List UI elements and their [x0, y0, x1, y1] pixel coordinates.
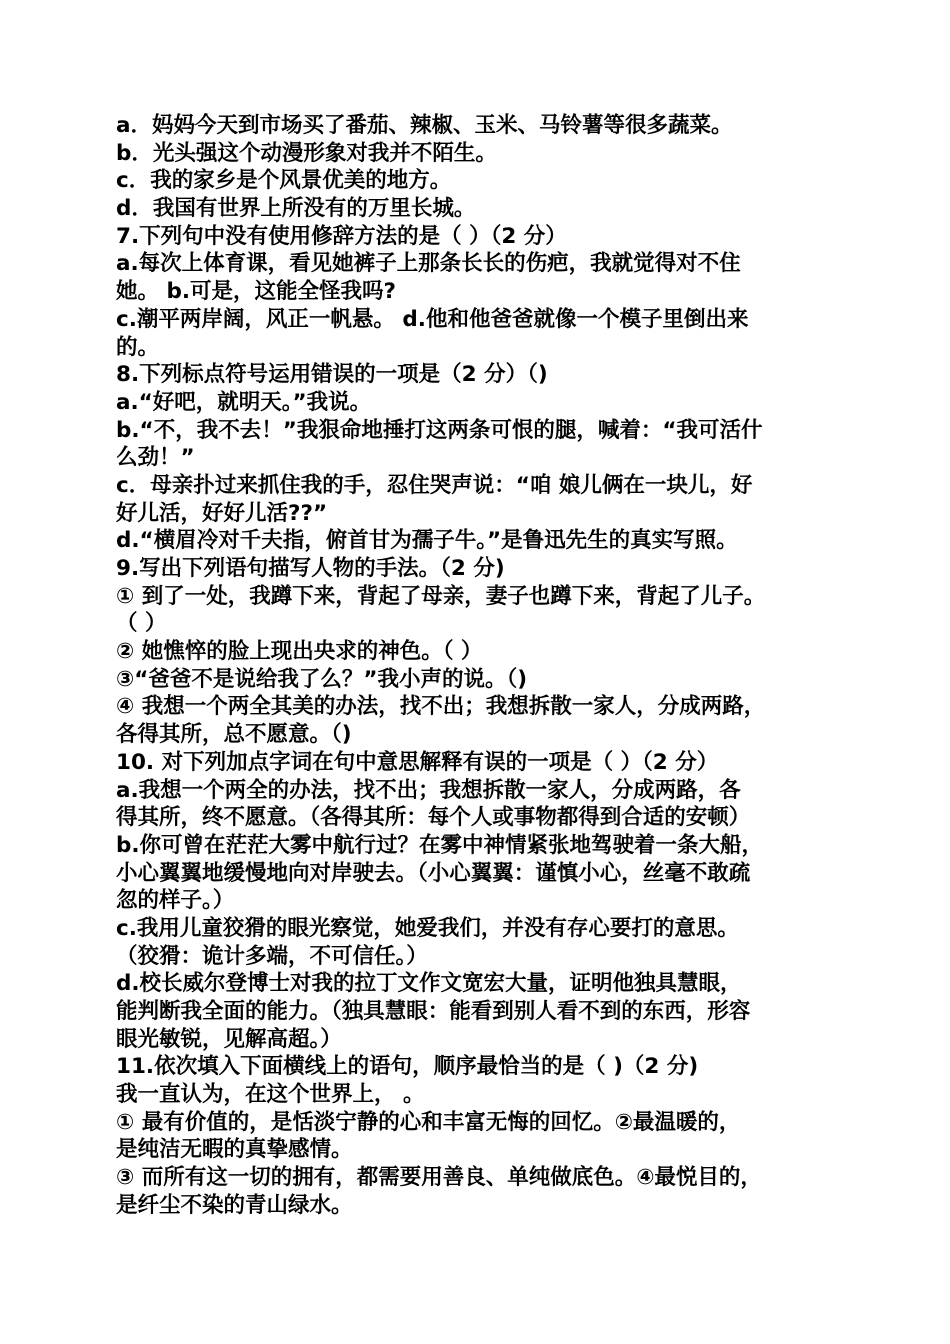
- question-10-option-b-line-3: 忽的样子。）: [116, 888, 235, 914]
- question-7-option-a-line-2: 她。 b.可是，这能全怪我吗?: [116, 279, 397, 305]
- question-9-item-3-line: ③“爸爸不是说给我了么？”我小声的说。（): [116, 666, 528, 692]
- question-10-option-b-line-1: b.你可曾在茫茫大雾中航行过？在雾中神情紧张地驾驶着一条大船，: [116, 832, 764, 858]
- question-9-item-4-line-2: 各得其所，总不愿意。（): [116, 722, 352, 748]
- question-8-option-a-line: a.“好吧，就明天。”我说。: [116, 389, 372, 415]
- question-10-option-a-line-2: 得其所，终不愿意。（各得其所：每个人或事物都得到合适的安顿）: [116, 805, 751, 831]
- question-10-option-c-line-2: （狡猾：诡计多端，不可信任。）: [116, 943, 428, 969]
- question-9-item-2-line: ② 她憔悴的脸上现出央求的神色。（ ）: [116, 639, 483, 665]
- question-11-prompt-line: 我一直认为，在这个世界上， 。: [116, 1082, 425, 1108]
- option-c-line: c．我的家乡是个风景优美的地方。: [116, 168, 452, 194]
- question-10-option-d-line-3: 眼光敏锐，见解高超。）: [116, 1026, 342, 1052]
- question-11-item-1-2-line-2: 是纯洁无暇的真挚感情。: [116, 1137, 353, 1163]
- question-11-item-3-4-line-2: 是纤尘不染的青山绿水。: [116, 1192, 353, 1218]
- question-11-line: 11.依次填入下面横线上的语句，顺序最恰当的是（ )（2 分): [116, 1054, 699, 1080]
- question-9-item-1-line-2: （ ）: [116, 611, 167, 637]
- option-d-line: d．我国有世界上所没有的万里长城。: [116, 196, 476, 222]
- document-text-block: [116, 112, 840, 1220]
- question-8-option-d-line: d.“横眉冷对千夫指，俯首甘为孺子牛。”是鲁迅先生的真实写照。: [116, 528, 738, 554]
- question-8-option-c-line-1: c．母亲扑过来抓住我的手，忍住哭声说：“咱 娘儿俩在一块儿，好: [116, 472, 753, 498]
- question-7-line: 7.下列句中没有使用修辞方法的是（ ）（2 分）: [116, 223, 567, 249]
- question-7-option-a-line-1: a.每次上体育课，看见她裤子上那条长长的伤疤，我就觉得对不住: [116, 251, 741, 277]
- question-7-option-c-d-line-1: c.潮平两岸阔，风正一帆悬。 d.他和他爸爸就像一个模子里倒出来: [116, 306, 749, 332]
- question-10-option-b-line-2: 小心翼翼地缓慢地向对岸驶去。（小心翼翼：谨慎小心，丝毫不敢疏: [116, 860, 751, 886]
- question-8-line: 8.下列标点符号运用错误的一项是（2 分）（): [116, 362, 548, 388]
- question-9-item-4-line-1: ④ 我想一个两全其美的办法，找不出；我想拆散一家人，分成两路，: [116, 694, 766, 720]
- option-a-line: a．妈妈今天到市场买了番茄、辣椒、玉米、马铃薯等很多蔬菜。: [116, 113, 733, 138]
- question-9-line: 9.写出下列语句描写人物的手法。（2 分): [116, 556, 505, 581]
- question-10-option-d-line-2: 能判断我全面的能力。（独具慧眼：能看到别人看不到的东西，形容: [116, 999, 751, 1024]
- question-8-option-b-line-2: 么劲！”: [116, 445, 195, 471]
- question-11-item-1-2-line-1: ① 最有价值的，是恬淡宁静的心和丰富无悔的回忆。②最温暖的，: [116, 1109, 741, 1135]
- question-11-item-3-4-line-1: ③ 而所有这一切的拥有，都需要用善良、单纯做底色。④最悦目的，: [116, 1165, 762, 1191]
- question-10-option-a-line-1: a.我想一个两全的办法，找不出；我想拆散一家人，分成两路，各: [116, 777, 741, 803]
- question-8-option-b-line-1: b.“不，我不去！”我狠命地捶打这两条可恨的腿，喊着：“我可活什: [116, 417, 763, 443]
- question-10-option-d-line-1: d.校长威尔登博士对我的拉丁文作文宽宏大量，证明他独具慧眼，: [116, 971, 742, 997]
- question-8-option-c-line-2: 好儿活，好好儿活??”: [116, 500, 328, 526]
- question-7-option-c-d-line-2: 的。: [116, 334, 160, 360]
- option-b-line: b．光头强这个动漫形象对我并不陌生。: [116, 140, 497, 166]
- question-9-item-1-line-1: ① 到了一处，我蹲下来，背起了母亲，妻子也蹲下来，背起了儿子。: [116, 583, 766, 609]
- question-10-line: 10. 对下列加点字词在句中意思解释有误的一项是（ ）（2 分）: [116, 749, 719, 775]
- question-10-option-c-line-1: c.我用儿童狡猾的眼光察觉，她爱我们，并没有存心要打的意思。: [116, 915, 739, 941]
